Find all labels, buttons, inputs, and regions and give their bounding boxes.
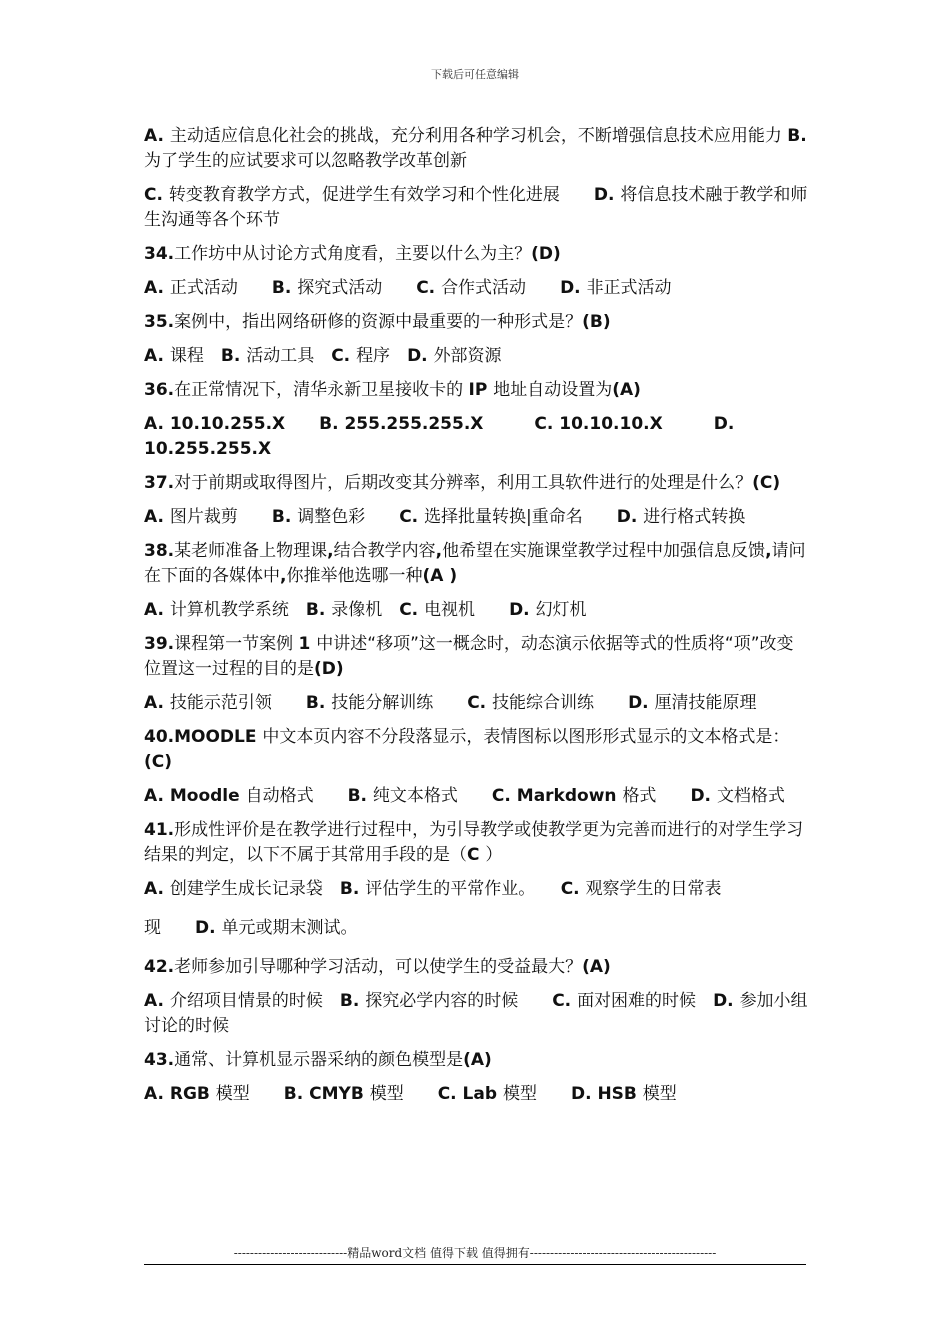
text-run: 面对困难的时候	[577, 991, 714, 1011]
text-run: 探究式活动	[297, 278, 417, 298]
text-run: 活动工具	[246, 346, 332, 366]
text-run: 格式	[622, 786, 691, 806]
q34-options	[144, 276, 808, 301]
bold-run: A. 10.10.255.X B. 255.255.255.X C. 10.10.10.X D. 10.255.255.X	[144, 414, 735, 459]
q37-options	[144, 505, 808, 530]
bold-run: 43.	[144, 1050, 175, 1070]
text-run: 厘清技能原理	[654, 693, 757, 713]
bold-run: B. CMYB	[283, 1084, 370, 1104]
page-header: 下载后可任意编辑	[431, 68, 519, 81]
text-run: 非正式活动	[586, 278, 672, 298]
q33-options-line-2	[144, 183, 808, 233]
q41-options-line-2	[144, 916, 808, 941]
text-run: 技能示范引领	[169, 693, 306, 713]
bold-run: B.	[339, 879, 366, 899]
bold-run: 35.	[144, 312, 175, 332]
q41-question	[144, 818, 808, 868]
bold-run: (A )	[422, 566, 458, 586]
bold-run: A.	[144, 346, 170, 366]
bold-run: 40.MOODLE	[144, 727, 263, 747]
text-run: 技能综合训练	[492, 693, 629, 713]
text-run: 文档格式	[716, 786, 785, 806]
bold-run: B.	[271, 507, 298, 527]
text-run: 为了学生的应试要求可以忽略教学改革创新	[144, 151, 467, 171]
bold-run: A.	[144, 879, 170, 899]
q34-question	[144, 242, 808, 267]
bold-run: (A)	[612, 380, 641, 400]
text-run: 中文本页内容不分段落显示，表情图标以图形形式显示的文本格式是：	[262, 727, 790, 747]
bold-run: A. Moodle	[144, 786, 246, 806]
bold-run: (D)	[314, 659, 344, 679]
text-run: 单元或期末测试。	[221, 918, 358, 938]
q41-options-line-1	[144, 877, 808, 902]
text-run: 在正常情况下，清华永新卫星接收卡的	[174, 380, 469, 400]
q36-options	[144, 412, 808, 462]
bold-run: 42.	[144, 957, 175, 977]
bold-run: (C)	[144, 752, 173, 772]
bold-run: B.	[271, 278, 298, 298]
bold-run: B.	[339, 991, 366, 1011]
text-run: 地址自动设置为	[493, 380, 613, 400]
text-run: 合作式活动	[441, 278, 561, 298]
text-run: 创建学生成长记录袋	[169, 879, 340, 899]
text-run: 通常、计算机显示器采纳的颜色模型是	[174, 1050, 464, 1070]
bold-run: C.	[416, 278, 442, 298]
bold-run: C.	[399, 507, 425, 527]
bold-run: B.	[220, 346, 247, 366]
bold-run: 1	[298, 634, 317, 654]
bold-run: (B)	[582, 312, 611, 332]
bold-run: D.	[593, 185, 621, 205]
bold-run: C.	[331, 346, 357, 366]
text-run: 转变教育教学方式，促进学生有效学习和个性化进展	[168, 185, 594, 205]
text-run: 纯文本格式	[372, 786, 492, 806]
text-run: 观察学生的日常表	[585, 879, 722, 899]
text-run: 案例中，指出网络研修的资源中最重要的一种形式是？	[174, 312, 583, 332]
bold-run: C. Lab	[437, 1084, 503, 1104]
text-run: 请问在下面的各媒体中	[144, 541, 806, 586]
bold-run: B.	[347, 786, 373, 806]
bold-run: ,	[765, 541, 772, 561]
bold-run: C.	[144, 185, 169, 205]
text-run: 模型	[642, 1084, 677, 1104]
bold-run: C.	[552, 991, 578, 1011]
q42-question	[144, 955, 808, 980]
bold-run: D.	[195, 918, 222, 938]
bold-run: C.	[560, 879, 586, 899]
bold-run: A.	[144, 278, 170, 298]
bold-run: A.	[144, 693, 170, 713]
bold-run: A.	[144, 126, 170, 146]
q36-question	[144, 378, 808, 403]
bold-run: 37.	[144, 473, 175, 493]
bold-run: D. HSB	[570, 1084, 643, 1104]
bold-run: D.	[509, 600, 536, 620]
text-run: 他希望在实施课堂教学过程中加强信息反馈	[442, 541, 766, 561]
q39-question	[144, 632, 808, 682]
q35-options	[144, 344, 808, 369]
bold-run: C.	[399, 600, 425, 620]
text-run: 进行格式转换	[643, 507, 746, 527]
text-run: 主动适应信息化社会的挑战，充分利用各种学习机会，不断增强信息技术应用能力	[169, 126, 788, 146]
q40-question	[144, 725, 808, 775]
bold-run: B.	[305, 693, 332, 713]
text-run: 结合教学内容	[333, 541, 436, 561]
text-run: 将信息技术融于教学和师生沟通等各个环节	[144, 185, 808, 230]
bold-run: ,	[280, 566, 287, 586]
text-run: 图片裁剪	[169, 507, 272, 527]
text-run: 正式活动	[169, 278, 272, 298]
bold-run: C	[467, 845, 486, 865]
bold-run: D.	[560, 278, 587, 298]
text-run: 计算机教学系统	[169, 600, 306, 620]
text-run: 课程第一节案例	[174, 634, 299, 654]
text-run: 技能分解训练	[331, 693, 468, 713]
bold-run: A.	[144, 991, 170, 1011]
text-run: ）	[485, 845, 503, 865]
q39-options	[144, 691, 808, 716]
text-run: 录像机	[331, 600, 400, 620]
bold-run: 41.	[144, 820, 175, 840]
text-run: 模型	[502, 1084, 571, 1104]
bold-run: D.	[713, 991, 740, 1011]
text-run: 现	[144, 918, 195, 938]
bold-run: D.	[407, 346, 434, 366]
bold-run: A. RGB	[144, 1084, 216, 1104]
bold-run: 34.	[144, 244, 175, 264]
q35-question	[144, 310, 808, 335]
text-run: 你推举他选哪一种	[286, 566, 423, 586]
text-run: 选择批量转换|重命名	[424, 507, 617, 527]
bold-run: D.	[628, 693, 655, 713]
text-run: 调整色彩	[297, 507, 400, 527]
bold-run: ,	[327, 541, 334, 561]
text-run: 外部资源	[433, 346, 502, 366]
bold-run: 38.	[144, 541, 175, 561]
bold-run: (C)	[752, 473, 781, 493]
bold-run: 36.	[144, 380, 175, 400]
q42-options	[144, 989, 808, 1039]
bold-run: 39.	[144, 634, 175, 654]
text-run: 模型	[215, 1084, 284, 1104]
text-run: 评估学生的平常作业。	[365, 879, 561, 899]
text-run: 电视机	[424, 600, 510, 620]
q40-options	[144, 784, 808, 809]
bold-run: (A)	[463, 1050, 492, 1070]
text-run: 对于前期或取得图片，后期改变其分辨率，利用工具软件进行的处理是什么？	[174, 473, 753, 493]
bold-run: A.	[144, 600, 170, 620]
bold-run: IP	[468, 380, 494, 400]
bold-run: C. Markdown	[491, 786, 623, 806]
text-run: 工作坊中从讨论方式角度看，主要以什么为主？	[174, 244, 532, 264]
q38-options	[144, 598, 808, 623]
text-run: 课程	[169, 346, 221, 366]
text-run: 程序	[356, 346, 408, 366]
text-run: 模型	[369, 1084, 438, 1104]
q37-question	[144, 471, 808, 496]
bold-run: D.	[690, 786, 717, 806]
bold-run: B.	[305, 600, 332, 620]
bold-run: (A)	[582, 957, 611, 977]
q38-question	[144, 539, 808, 589]
text-run: 形成性评价是在教学进行过程中，为引导教学或使教学更为完善而进行的对学生学习结果的判定，以下不属于其常用手段的是（	[144, 820, 804, 865]
text-run: 中讲述“移项”这一概念时，动态演示依据等式的性质将“项”改变位置这一过程的目的是	[144, 634, 794, 679]
q43-options	[144, 1082, 808, 1107]
bold-run: A.	[144, 507, 170, 527]
page-footer: ----------------------------精品word文档 值得下载 值得拥有----------------------------------------------	[144, 1244, 806, 1265]
document-body	[144, 124, 808, 1116]
bold-run: ,	[435, 541, 443, 561]
bold-run: D.	[616, 507, 644, 527]
text-run: 某老师准备上物理课	[174, 541, 328, 561]
q43-question	[144, 1048, 808, 1073]
text-run: 幻灯机	[535, 600, 587, 620]
bold-run: B.	[787, 126, 807, 146]
text-run: 参加小组讨论的时候	[144, 991, 808, 1036]
text-run: 介绍项目情景的时候	[169, 991, 340, 1011]
text-run: 老师参加引导哪种学习活动，可以使学生的受益最大？	[174, 957, 583, 977]
q33-options-line-1	[144, 124, 808, 174]
bold-run: (D)	[531, 244, 561, 264]
text-run: 自动格式	[245, 786, 348, 806]
bold-run: C.	[467, 693, 493, 713]
text-run: 探究必学内容的时候	[365, 991, 553, 1011]
